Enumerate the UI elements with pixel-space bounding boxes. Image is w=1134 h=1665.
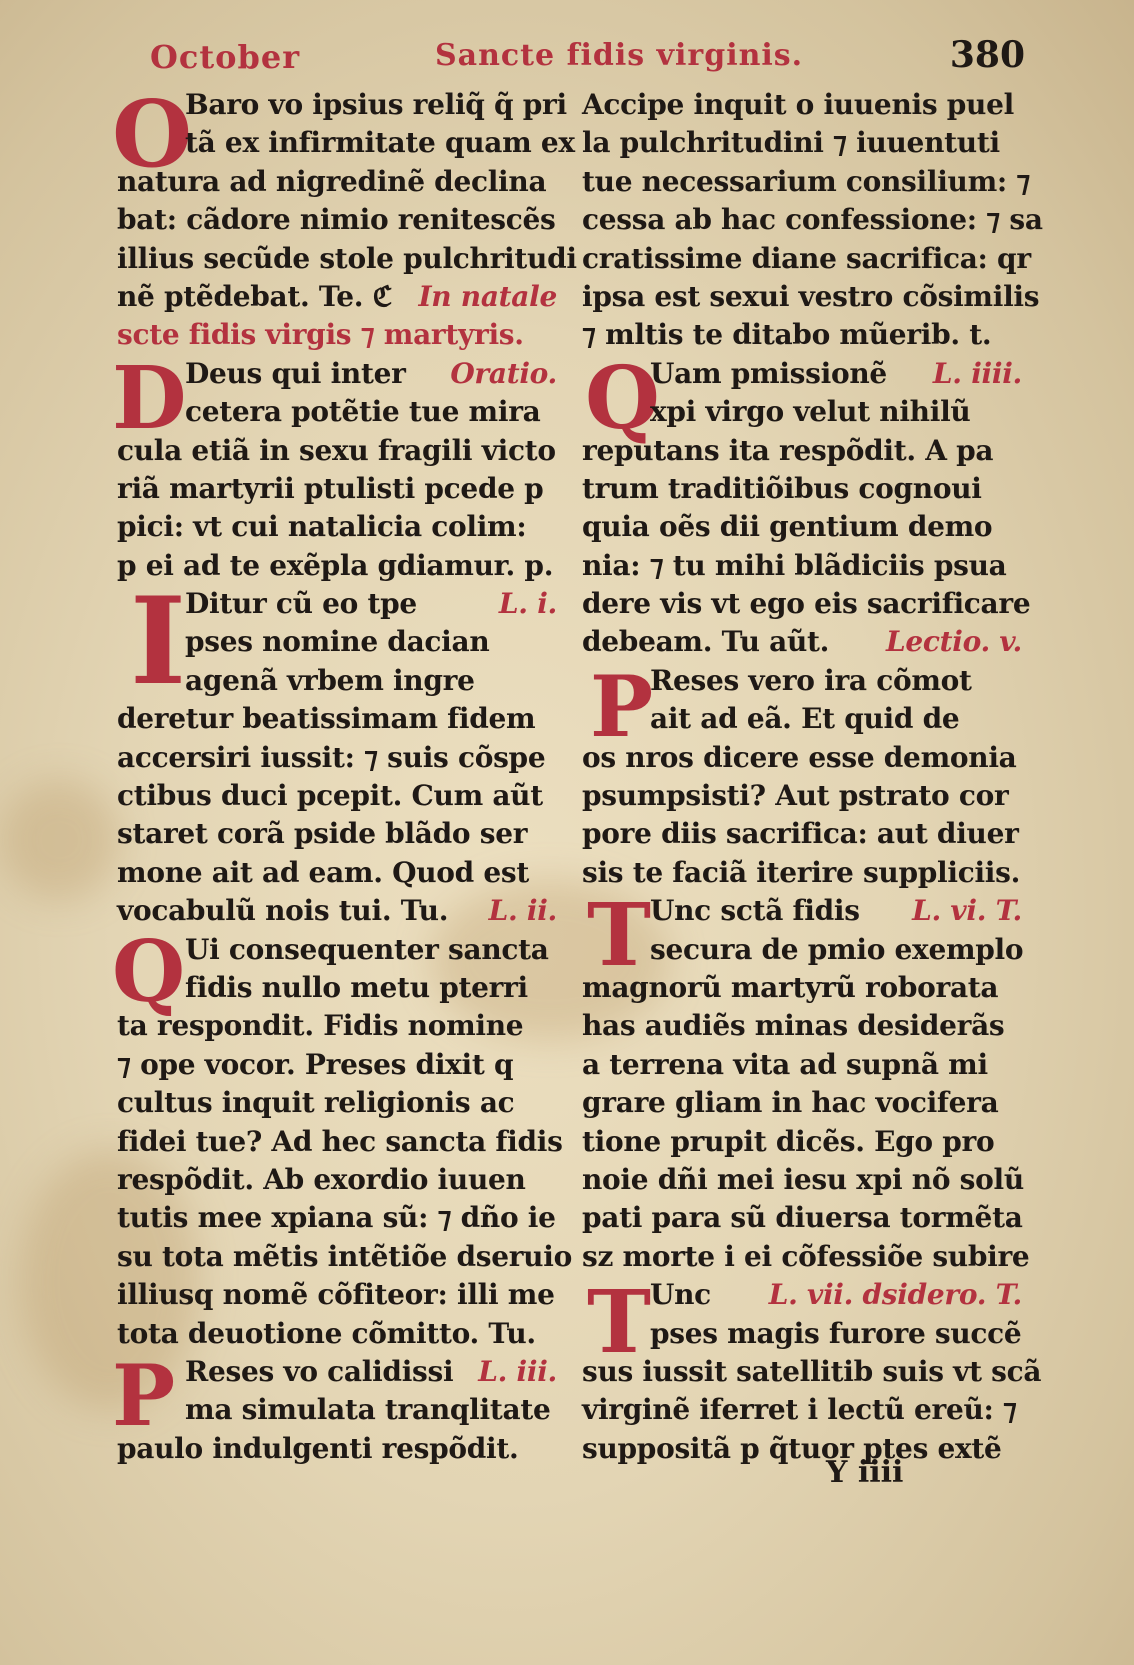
text-line: tutis mee xpiana sũ: ⁊ dño ie xyxy=(117,1201,556,1235)
text-line: ipsa est sexui vestro cõsimilis xyxy=(582,279,1040,313)
text-line: ⁊ ope vocor. Preses dixit q xyxy=(117,1047,514,1081)
text-line: psumpsisti? Aut pstrato cor xyxy=(582,779,1009,813)
text-line: illiusq nomẽ cõfiteor: illi me xyxy=(117,1278,555,1312)
text-line: p ei ad te exẽpla gdiamur. p. xyxy=(117,548,554,582)
text-line: ctibus duci pcepit. Cum aũt xyxy=(117,779,543,813)
text-line: ta respondit. Fidis nomine xyxy=(117,1009,524,1043)
text-line: Accipe inquit o iuuenis puel xyxy=(582,88,1014,121)
text-line: natura ad nigredinẽ declina xyxy=(117,164,547,198)
initial-letter: P xyxy=(112,1346,176,1445)
text-line: ait ad eã. Et quid de xyxy=(650,702,960,736)
folio-number: 380 xyxy=(949,34,1025,76)
text-line: ma simulata tranqlitate xyxy=(185,1393,551,1427)
right-text-column xyxy=(582,86,1043,1468)
text-line: tota deuotione cõmitto. Tu. xyxy=(117,1316,536,1350)
initial-letter: I xyxy=(130,571,187,712)
text-line: pore diis sacrifica: aut diuer xyxy=(582,817,1019,851)
initial-letter: T xyxy=(587,1272,651,1373)
initial-letter: Q xyxy=(585,348,660,449)
text-line: Unc sctã fidis L. vi. T. xyxy=(650,894,1022,928)
text-line: pici: vt cui natalicia colim: xyxy=(117,510,527,544)
text-line: la pulchritudini ⁊ iuuentuti xyxy=(582,126,1000,160)
initial-letter: Q xyxy=(112,922,186,1021)
text-line: Unc L. vii. dsidero. T. xyxy=(650,1278,1022,1312)
text-line: Ditur cũ eo tpe L. i. xyxy=(185,587,557,621)
text-line: fidis nullo metu pterri xyxy=(185,970,528,1004)
text-line: pses nomine dacian xyxy=(185,625,490,659)
left-text-column xyxy=(117,86,577,1468)
text-line: respõdit. Ab exordio iuuen xyxy=(117,1162,526,1196)
text-line: Ui consequenter sancta xyxy=(185,932,549,966)
text-line: tã ex infirmitate quam ex xyxy=(185,126,575,160)
text-line: sis te faciã iterire suppliciis. xyxy=(582,855,1021,889)
text-line: dere vis vt ego eis sacrificare xyxy=(582,587,1031,621)
initial-letter: O xyxy=(112,80,193,188)
text-line: a terrena vita ad supnã mi xyxy=(582,1047,988,1081)
text-line: deretur beatissimam fidem xyxy=(117,702,536,736)
text-line: tue necessarium consilium: ⁊ xyxy=(582,164,1031,198)
initial-letter: T xyxy=(587,885,651,986)
text-line: nẽ ptẽdebat. Te. ℭ In natale xyxy=(117,279,557,313)
text-line: sus iussit satellitib suis vt scã xyxy=(582,1354,1042,1388)
text-line: os nros dicere esse demonia xyxy=(582,740,1017,774)
text-line: trum traditiõibus cognoui xyxy=(582,471,982,505)
text-line: su tota mẽtis intẽtiõe dseruio xyxy=(117,1239,572,1273)
text-line: Reses vero ira cõmot xyxy=(650,663,972,697)
text-line: xpi virgo velut nihilũ xyxy=(650,395,971,429)
header-title: Sancte fidis virginis. xyxy=(435,38,804,73)
text-line: accersiri iussit: ⁊ suis cõspe xyxy=(117,740,546,774)
text-line: nia: ⁊ tu mihi blãdiciis psua xyxy=(582,548,1007,582)
running-header xyxy=(150,34,1025,84)
text-line: cula etiã in sexu fragili victo xyxy=(117,433,556,467)
text-line: reputans ita respõdit. A pa xyxy=(582,433,994,467)
header-month: October xyxy=(150,38,301,76)
text-line: cultus inquit religionis ac xyxy=(117,1086,515,1120)
initial-letter: P xyxy=(590,657,654,756)
text-line: pati para sũ diuersa tormẽta xyxy=(582,1201,1023,1235)
text-line: mone ait ad eam. Quod est xyxy=(117,855,529,889)
text-line: noie dñi mei iesu xpi nõ solũ xyxy=(582,1162,1024,1196)
text-line: Deus qui inter Oratio. xyxy=(185,356,557,390)
text-line: secura de pmio exemplo xyxy=(650,932,1024,966)
text-line: staret corã pside blãdo ser xyxy=(117,817,528,851)
text-line: fidei tue? Ad hec sancta fidis xyxy=(117,1124,563,1158)
text-line: cratissime diane sacrifica: qr xyxy=(582,241,1031,275)
text-line: magnorũ martyrũ roborata xyxy=(582,970,999,1004)
text-line: Uam pmissionẽ L. iiii. xyxy=(650,356,1022,390)
text-line: Baro vo ipsius reliq̃ q̃ pri xyxy=(185,88,567,121)
text-line: scte fidis virgis ⁊ martyris. xyxy=(117,318,524,352)
initial-letter: D xyxy=(112,348,187,449)
text-line: tione prupit dicẽs. Ego pro xyxy=(582,1124,995,1158)
text-line: debeam. Tu aũt. Lectio. v. xyxy=(582,625,1022,659)
text-line: Reses vo calidissi L. iii. xyxy=(185,1354,557,1388)
text-line: has audiẽs minas desiderãs xyxy=(582,1009,1005,1043)
text-line: pses magis furore succẽ xyxy=(650,1316,1022,1350)
text-line: sz morte i ei cõfessiõe subire xyxy=(582,1239,1030,1273)
text-line: ⁊ mltis te ditabo mũerib. t. xyxy=(582,318,992,352)
text-line: suppositã p q̃tuor ptes extẽ xyxy=(582,1431,1002,1465)
text-line: grare gliam in hac vocifera xyxy=(582,1086,999,1120)
paper-stain xyxy=(0,780,120,900)
text-line: riã martyrii ptulisti pcede p xyxy=(117,471,544,505)
text-line: paulo indulgenti respõdit. xyxy=(117,1431,519,1465)
text-line: illius secũde stole pulchritudi xyxy=(117,241,577,275)
text-line: bat: cãdore nimio renitescẽs xyxy=(117,203,556,237)
signature-mark: Y iiii xyxy=(826,1455,904,1490)
text-line: vocabulũ nois tui. Tu. L. ii. xyxy=(117,894,557,928)
text-line: agenã vrbem ingre xyxy=(185,663,475,697)
text-line: cessa ab hac confessione: ⁊ sa xyxy=(582,203,1043,237)
text-line: virginẽ iferret i lectũ ereũ: ⁊ xyxy=(582,1393,1017,1427)
text-line: cetera potẽtie tue mira xyxy=(185,395,541,429)
text-line: quia oẽs dii gentium demo xyxy=(582,510,993,544)
